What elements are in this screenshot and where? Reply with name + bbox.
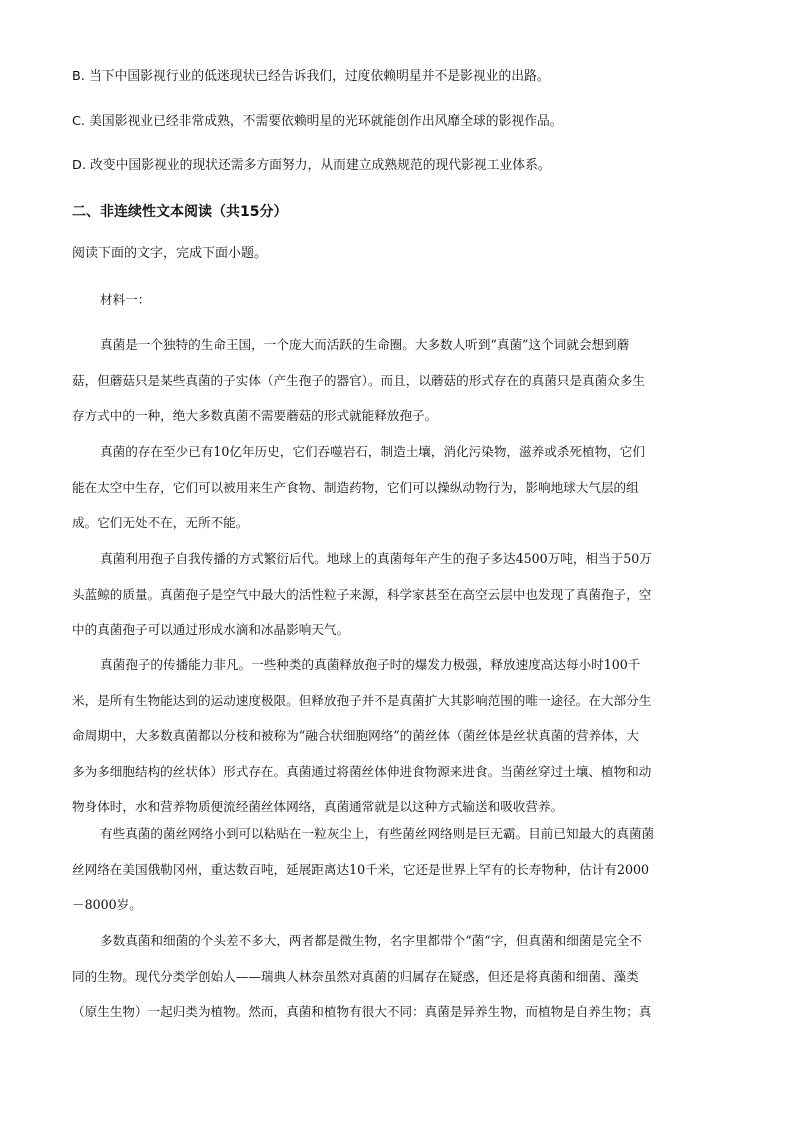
option-b xyxy=(72,68,722,86)
option-b-letter: B. xyxy=(72,69,85,84)
option-c-text: 美国影视业已经非常成熟，不需要依赖明星的光环就能创作出风靡全球的影视作品。 xyxy=(89,114,563,129)
section-heading: 二、非连续性文本阅读（共15分） xyxy=(72,204,288,220)
paragraph-line: （原生生物）一起归类为植物。然而，真菌和植物有很大不同：真菌是异养生物，而植物是自养生物；真 xyxy=(72,1004,652,1019)
option-c-letter: C. xyxy=(72,114,86,129)
paragraph-4 xyxy=(72,656,722,834)
paragraph-line: 头蓝鲸的质量。真菌孢子是空气中最大的活性粒子来源，科学家甚至在高空云层中也发现了真菌孢子，空 xyxy=(72,586,652,602)
paragraph-line: 真菌的存在至少已有10亿年历史，它们吞噬岩石，制造土壤，消化污染物，滋养或杀死植物，它们 xyxy=(100,444,645,459)
paragraph-line: －8000岁。 xyxy=(72,897,142,912)
paragraph-6 xyxy=(72,932,722,1039)
paragraph-line: 真菌利用孢子自我传播的方式繁衍后代。地球上的真菌每年产生的孢子多达4500万吨，相当于50万 xyxy=(100,551,652,566)
option-d xyxy=(72,157,722,175)
paragraph-2 xyxy=(72,443,722,550)
paragraph-line: 命周期中，大多数真菌都以分枝和被称为“融合状细胞网络”的菌丝体（菌丝体是丝状真菌的营养体，大 xyxy=(72,728,640,743)
option-d-text: 改变中国影视业的现状还需多方面努力，从而建立成熟规范的现代影视工业体系。 xyxy=(90,158,551,173)
reading-instruction: 阅读下面的文字，完成下面小题。 xyxy=(72,246,268,261)
paragraph-line: 中的真菌孢子可以通过形成水滴和冰晶影响天气。 xyxy=(72,622,350,637)
paragraph-line: 能在太空中生存，它们可以被用来生产食物、制造药物，它们可以操纵动物行为，影响地球大气层的组 xyxy=(72,479,639,495)
paragraph-line: 存方式中的一种，绝大多数真菌不需要蘑菇的形式就能释放孢子。 xyxy=(72,408,438,423)
paragraph-line: 有些真菌的菌丝网络小到可以粘贴在一粒灰尘上，有些菌丝网络则是巨无霸。目前已知最大的真菌菌 xyxy=(100,826,655,841)
paragraph-line: 多数真菌和细菌的个头差不多大，两者都是微生物，名字里都带个“菌“字，但真菌和细菌是完全不 xyxy=(100,933,642,948)
material-label: 材料一： xyxy=(100,292,151,307)
option-b-text: 当下中国影视行业的低迷现状已经告诉我们，过度依赖明星并不是影视业的出路。 xyxy=(88,69,550,84)
paragraph-line: 菇，但蘑菇只是某些真菌的子实体（产生孢子的器官）。而且，以蘑菇的形式存在的真菌只是真菌众多生 xyxy=(72,372,646,388)
paragraph-line: 米，是所有生物能达到的运动速度极限。但释放孢子并不是真菌扩大其影响范围的唯一途径。在大部分生 xyxy=(72,692,652,708)
paragraph-line: 丝网络在美国俄勒冈州，重达数百吨，延展距离达10千米，它还是世界上罕有的长寿物种，估计有2000 xyxy=(72,861,650,877)
paragraph-line: 多为多细胞结构的丝状体）形式存在。真菌通过将菌丝体伸进食物源来进食。当菌丝穿过土壤、植物和动 xyxy=(72,763,652,779)
paragraph-line: 同的生物。现代分类学创始人——瑞典人林奈虽然对真菌的归属存在疑惑，但还是将真菌和细菌、藻类 xyxy=(72,968,639,984)
paragraph-5 xyxy=(72,825,722,932)
paragraph-line: 物身体时，水和营养物质便流经菌丝体网络，真菌通常就是以这种方式输送和吸收营养。 xyxy=(72,799,564,814)
paragraph-line: 真菌是一个独特的生命王国，一个庞大而活跃的生命圈。大多数人听到“真菌”这个词就会想到蘑 xyxy=(100,337,630,352)
option-c xyxy=(72,113,722,131)
paragraph-line: 真菌孢子的传播能力非凡。一些种类的真菌释放孢子时的爆发力极强，释放速度高达每小时100千 xyxy=(100,657,641,672)
paragraph-line: 成。它们无处不在，无所不能。 xyxy=(72,515,249,530)
option-d-letter: D. xyxy=(72,158,86,173)
paragraph-1 xyxy=(72,336,722,443)
paragraph-3 xyxy=(72,550,722,657)
